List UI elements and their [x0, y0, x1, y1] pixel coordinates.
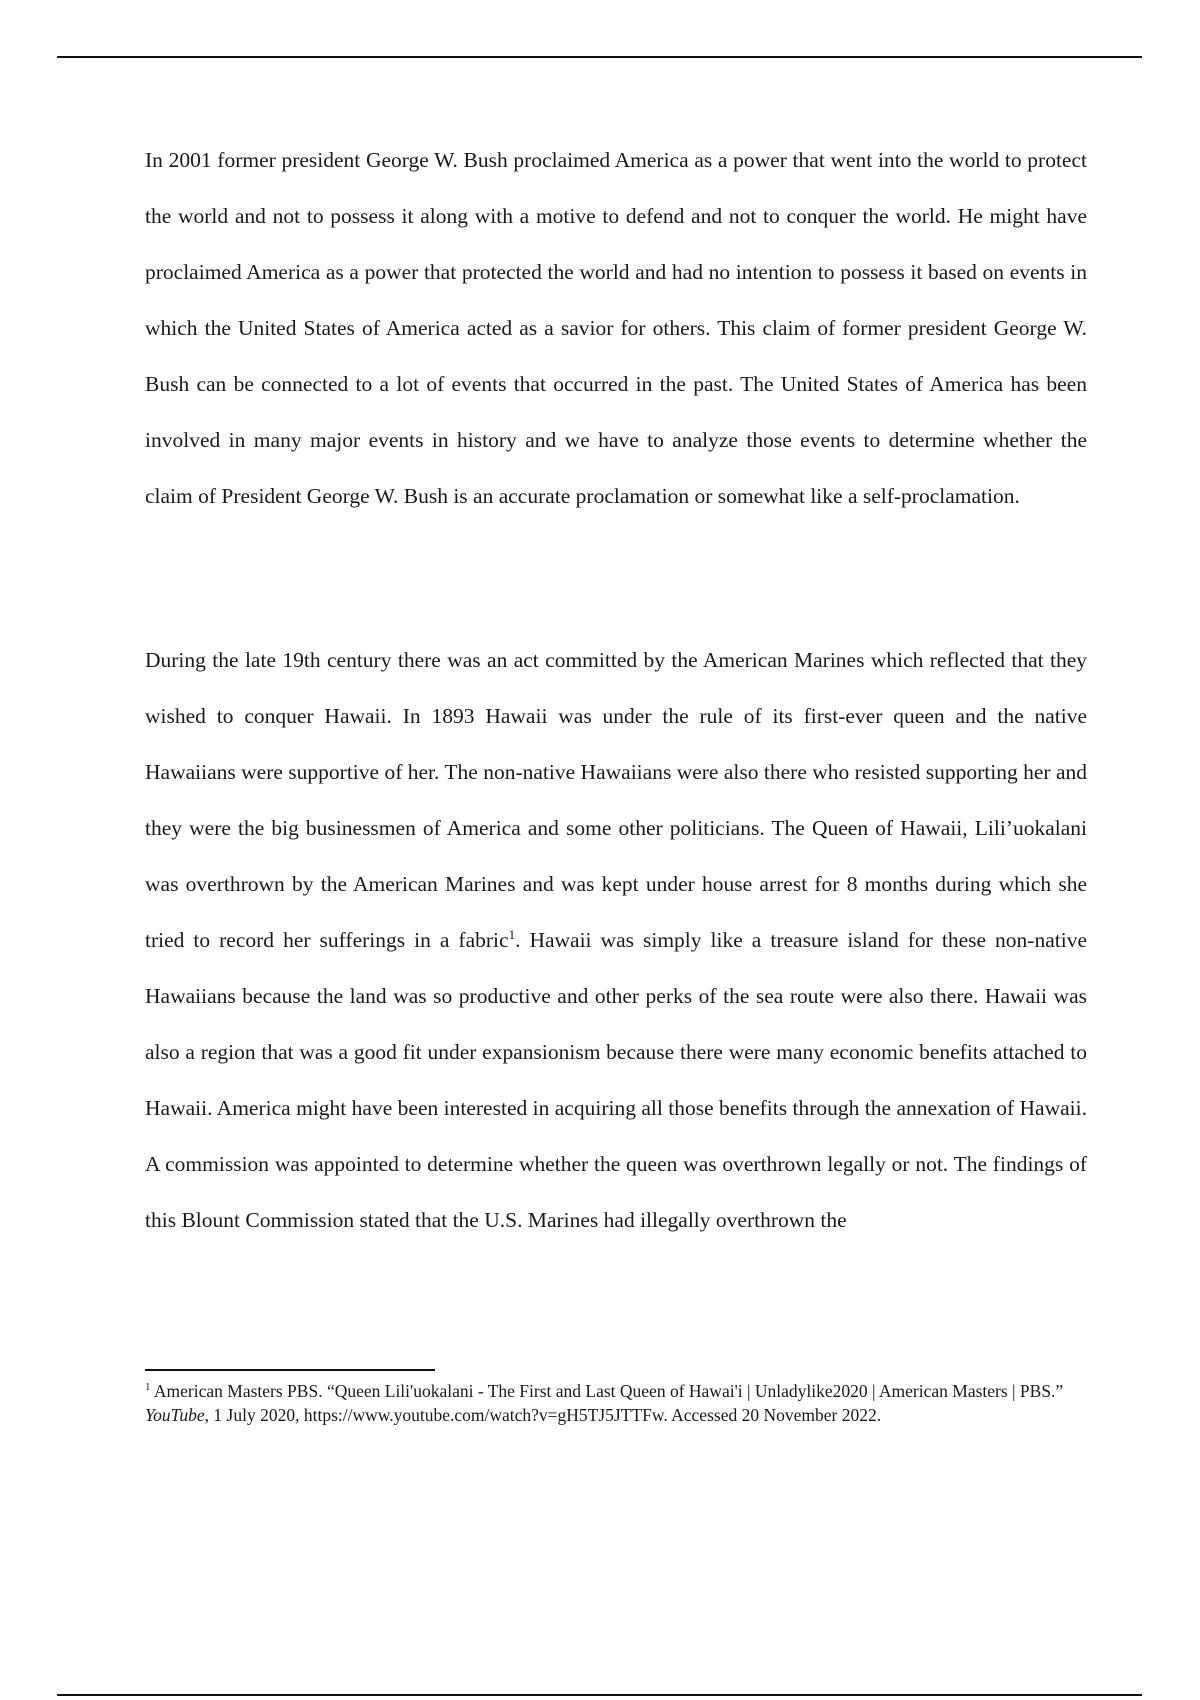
- paragraph-2-text-before-ref: During the late 19th century there was an act committed by the American Marines which reflected that they wished to conquer Hawaii. In 1893 Hawaii was under the rule of its first-ever queen and the native Hawaiians were supportive of her. The non-native Hawaiians were also there who resisted supporting her and they were the big businessmen of America and some other politicians. The Queen of Hawaii, Lili’uokalani was overthrown by the American Marines and was kept under house arrest for 8 months during which she tried to record her sufferings in a fabric: [145, 648, 1087, 952]
- footnote-reference[interactable]: 1: [508, 926, 516, 942]
- footnote: [145, 1379, 1087, 1427]
- footnote-number: 1: [145, 1381, 151, 1394]
- footnote-source-italic: YouTube: [145, 1405, 205, 1425]
- footnote-separator: [145, 1369, 435, 1371]
- footnote-text-after-italic[interactable]: , 1 July 2020, https://www.youtube.com/watch?v=gH5TJ5JTTFw. Accessed 20 November 2022.: [204, 1405, 882, 1425]
- header-rule: [57, 56, 1142, 58]
- body-paragraph-2: [145, 632, 1087, 1248]
- footer-rule: [57, 1694, 1142, 1696]
- paragraph-2-text-after-ref: . Hawaii was simply like a treasure island for these non-native Hawaiians because the land was so productive and other perks of the sea route were also there. Hawaii was also a region that was a good fit under expansionism because there were many economic benefits attached to Hawaii. America might have been interested in acquiring all those benefits through the annexation of Hawaii. A commission was appointed to determine whether the queen was overthrown legally or not. The findings of this Blount Commission stated that the U.S. Marines had illegally overthrown the: [145, 928, 1087, 1232]
- body-paragraph-1: In 2001 former president George W. Bush proclaimed America as a power that went into the world to protect the world and not to possess it along with a motive to defend and not to conquer the world. He might have proclaimed America as a power that protected the world and had no intention to possess it based on events in which the United States of America acted as a savior for others. This claim of former president George W. Bush can be connected to a lot of events that occurred in the past. The United States of America has been involved in many major events in history and we have to analyze those events to determine whether the claim of President George W. Bush is an accurate proclamation or somewhat like a self-proclamation.: [145, 148, 1087, 508]
- footnote-text-before-italic: American Masters PBS. “Queen Lili'uokalani - The First and Last Queen of Hawai'i | Unladylike2020 | American Masters | PBS.”: [150, 1381, 1064, 1401]
